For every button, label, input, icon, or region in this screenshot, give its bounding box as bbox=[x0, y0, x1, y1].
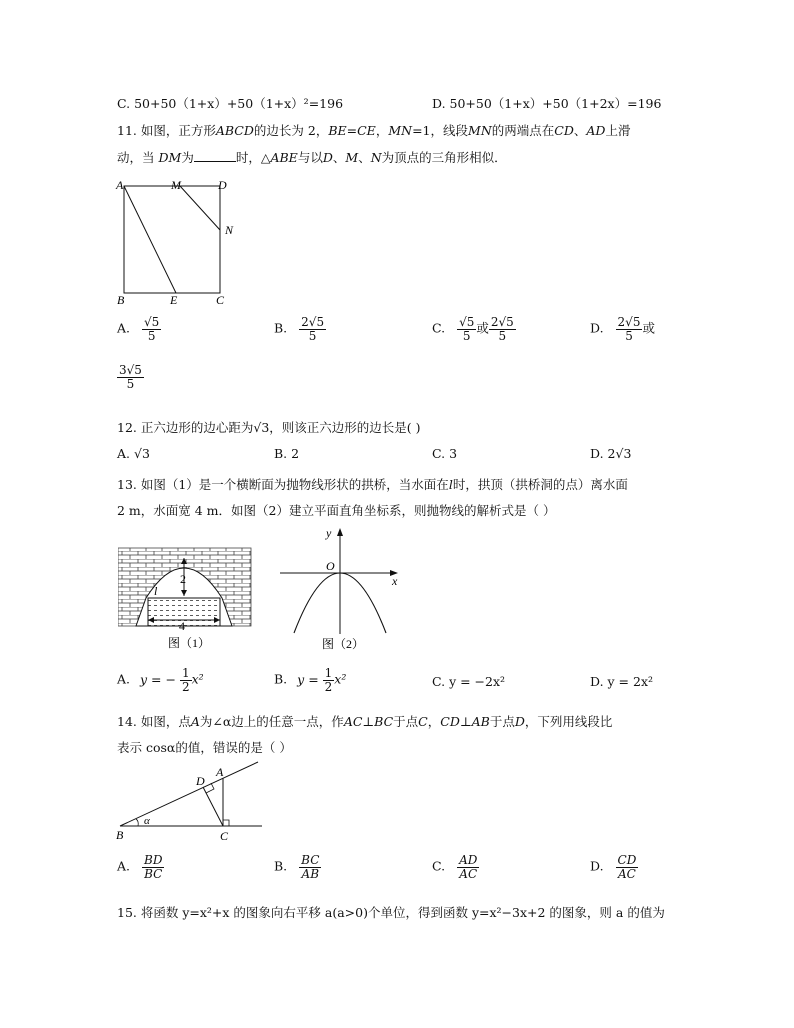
q12-option-b: B. 2 bbox=[274, 446, 300, 461]
q13-stem-line2: 2 m，水面宽 4 m．如图（2）建立平面直角坐标系，则抛物线的解析式是（ ） bbox=[117, 503, 556, 518]
label-e: E bbox=[170, 293, 178, 307]
fig1-label-4: 4 bbox=[179, 619, 185, 633]
q11-option-a: A. $\frac{√5}{5}$ bbox=[117, 315, 160, 343]
fig-label-d: D bbox=[196, 774, 205, 788]
q11-square-figure bbox=[110, 176, 250, 308]
q10-option-c: C. 50+50（1+x）+50（1+x）²=196 bbox=[117, 96, 344, 111]
fig2-label-y: y bbox=[326, 526, 332, 540]
q14-option-b: B. $\frac{BC}{AB}$ bbox=[274, 853, 320, 881]
q14-option-a: A. $\frac{BD}{BC}$ bbox=[117, 853, 163, 881]
q14-option-c: C. $\frac{AD}{AC}$ bbox=[432, 853, 478, 881]
fig-label-b: B bbox=[116, 828, 124, 842]
fig2-label-o: O bbox=[326, 559, 335, 573]
q13-option-a: A. y = − $\frac{1}{2}$ x² bbox=[117, 666, 204, 694]
q14-stem-line1: 14. 如图，点A为∠α边上的任意一点，作AC⊥BC于点C，CD⊥AB于点D，下列用线段比 bbox=[117, 714, 613, 729]
q12-stem: 12. 正六边形的边心距为√3，则该正六边形的边长是( ) bbox=[117, 420, 421, 435]
q13-figure-2-parabola bbox=[276, 520, 406, 653]
q12-option-d: D. 2√3 bbox=[590, 446, 632, 461]
fig-label-c: C bbox=[220, 829, 229, 843]
q13-option-b: B. y = $\frac{1}{2}$ x² bbox=[274, 666, 347, 694]
fig1-label-2: 2 bbox=[180, 572, 186, 586]
label-a: A bbox=[116, 178, 124, 192]
q14-angle-figure bbox=[112, 758, 272, 846]
q14-stem-line2: 表示 cosα的值，错误的是（ ） bbox=[117, 740, 292, 755]
q11-stem-line1: 11. 如图，正方形ABCD的边长为 2，BE=CE，MN=1，线段MN的两端点在CD、AD上滑 bbox=[117, 123, 631, 138]
label-n: N bbox=[225, 223, 234, 237]
fig-label-a: A bbox=[216, 765, 224, 779]
answer-blank bbox=[194, 149, 236, 162]
q10-option-d: D. 50+50（1+x）+50（1+2x）=196 bbox=[432, 96, 662, 111]
q13-stem-line1: 13. 如图（1）是一个横断面为抛物线形状的拱桥，当水面在l时，拱顶（拱桥洞的点）离水面 bbox=[117, 477, 628, 492]
fig1-caption: 图（1） bbox=[168, 636, 211, 650]
q11-option-b: B. $\frac{2√5}{5}$ bbox=[274, 315, 325, 343]
q12-option-c: C. 3 bbox=[432, 446, 458, 461]
q11-option-d: D. $\frac{2√5}{5}$ 或 bbox=[590, 315, 655, 343]
fig2-label-x: x bbox=[392, 574, 398, 588]
label-b: B bbox=[117, 293, 125, 307]
q12-option-a: A. √3 bbox=[117, 446, 150, 461]
label-m: M bbox=[171, 178, 181, 192]
label-d: D bbox=[218, 178, 227, 192]
q11-stem-line2: 动，当 DM为 时，△ABE与以D、M、N为顶点的三角形相似． bbox=[117, 150, 507, 165]
q13-option-c: C. y = −2x² bbox=[432, 674, 506, 689]
fig1-label-l: l bbox=[154, 584, 158, 598]
q11-option-d-continued: $\frac{3√5}{5}$ bbox=[119, 363, 142, 391]
fig-label-alpha: α bbox=[144, 815, 150, 827]
q15-stem: 15. 将函数 y=x²+x 的图象向右平移 a(a>0)个单位，得到函数 y=x²−3x+2 的图象，则 a 的值为 bbox=[117, 905, 665, 920]
q13-option-d: D. y = 2x² bbox=[590, 674, 654, 689]
q11-option-c: C. $\frac{√5}{5}$ 或 $\frac{2√5}{5}$ bbox=[432, 315, 514, 343]
fig2-caption: 图（2） bbox=[322, 637, 365, 651]
label-c: C bbox=[216, 293, 225, 307]
q14-option-d: D. $\frac{CD}{AC}$ bbox=[590, 853, 637, 881]
q13-figure-1-arch-bridge bbox=[118, 543, 253, 653]
